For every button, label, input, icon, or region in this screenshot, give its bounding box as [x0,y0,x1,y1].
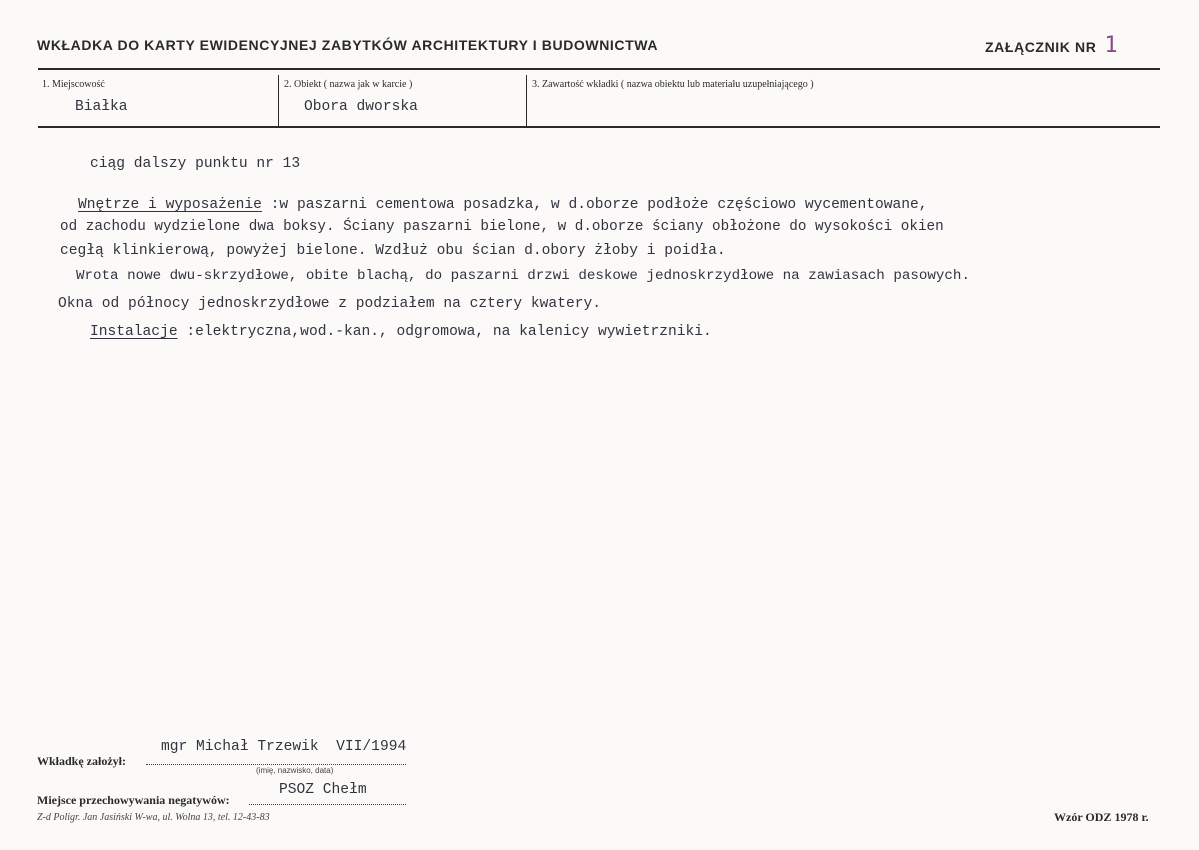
locality-value: Białka [75,99,128,115]
annex-label [985,33,1118,58]
table-top-rule [38,68,1160,70]
form-model: Wzór ODZ 1978 r. [1054,810,1149,824]
continuation-note: ciąg dalszy punktu nr 13 [90,156,301,172]
body-line-6-text: :elektryczna,wod.-kan., odgromowa, na kalenicy wywietrzniki. [177,324,712,340]
founder-value: mgr Michał Trzewik VII/1994 [161,739,407,755]
founder-label: Wkładkę założył: [37,754,126,768]
installations-heading: Instalacje [90,324,178,340]
negatives-value: PSOZ Chełm [279,782,367,798]
body-line-5: Okna od północy jednoskrzydłowe z podziałem na cztery kwatery. [58,296,601,312]
body-line-1-text: :w paszarni cementowa posadzka, w d.oborze podłoże częściowo wycementowane, [261,197,928,213]
negatives-dotted-line [249,804,406,805]
object-value: Obora dworska [304,99,418,115]
founder-caption: (imię, nazwisko, data) [256,766,334,775]
printer-imprint: Z-d Poligr. Jan Jasiński W-wa, ul. Wolna 13, tel. 12-43-83 [37,812,270,823]
contents-label: 3. Zawartość wkładki ( nazwa obiektu lub materiału uzupełniającego ) [532,79,814,90]
negatives-label: Miejsce przechowywania negatywów: [37,793,230,807]
document-title: WKŁADKA DO KARTY EWIDENCYJNEJ ZABYTKÓW ARCHITEKTURY I BUDOWNICTWA [37,37,659,53]
locality-label: 1. Miejscowość [42,79,105,90]
table-divider-1 [278,75,279,126]
interior-heading: Wnętrze i wyposażenie [78,197,262,213]
table-bottom-rule [38,126,1160,128]
body-line-2: od zachodu wydzielone dwa boksy. Ściany paszarni bielone, w d.oborze ściany obłożone do wysokości okien [60,219,944,235]
body-line-1 [78,197,928,213]
body-line-6 [90,324,712,340]
object-label: 2. Obiekt ( nazwa jak w karcie ) [284,79,413,90]
body-line-4: Wrota nowe dwu-skrzydłowe, obite blachą, do paszarni drzwi deskowe jednoskrzydłowe na zawiasach pasowych. [76,268,970,284]
founder-dotted-line [146,764,406,765]
annex-label-text: ZAŁĄCZNIK NR [985,39,1097,55]
table-divider-2 [526,75,527,126]
body-line-3: cegłą klinkierową, powyżej bielone. Wzdłuż obu ścian d.obory żłoby i poidła. [60,243,726,259]
annex-number: 1 [1104,33,1119,58]
